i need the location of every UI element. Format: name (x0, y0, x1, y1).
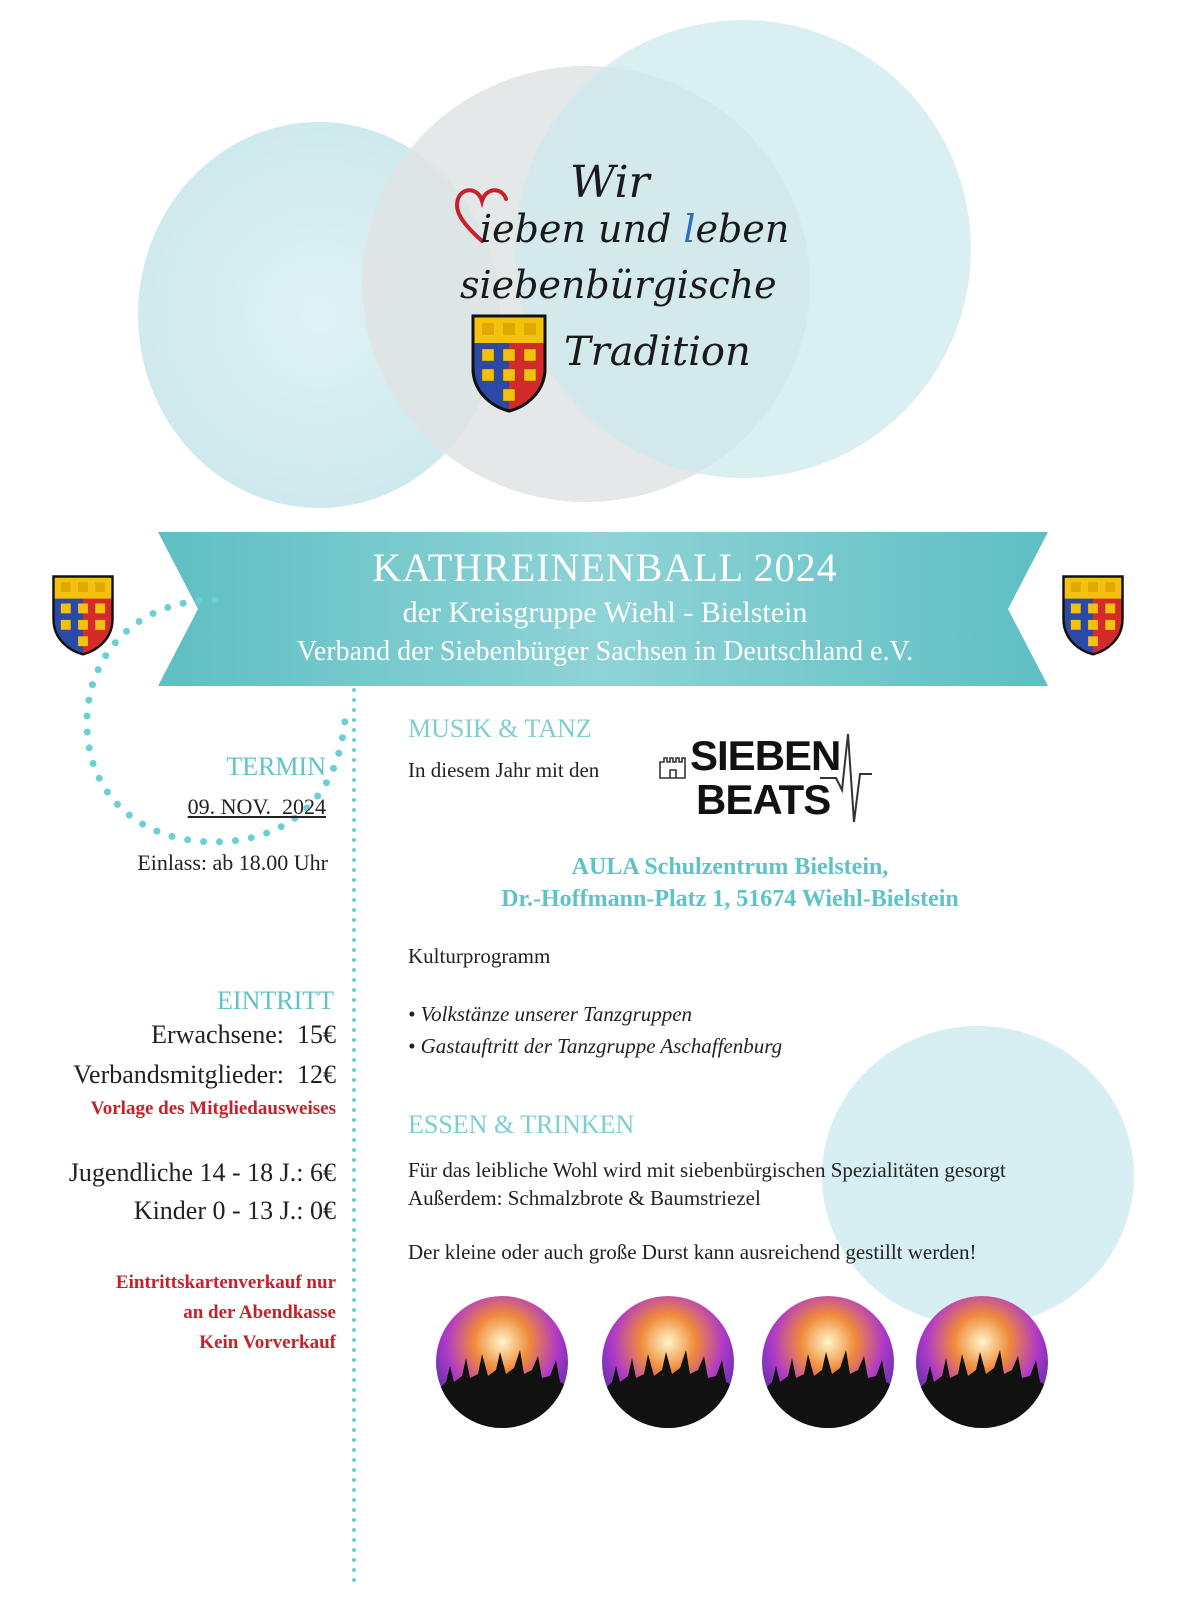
termin-heading: TERMIN (226, 752, 326, 781)
party-image-2 (602, 1296, 734, 1428)
eintritt-vorlage: Vorlage des Mitgliedausweises (90, 1098, 336, 1119)
verkauf-line-1: Eintrittskartenverkauf nur (115, 1272, 336, 1293)
band-name-line-1: SIEBEN (690, 732, 841, 779)
verkauf-line-3: Kein Vorverkauf (199, 1332, 336, 1353)
musik-intro: In diesem Jahr mit den (408, 758, 600, 782)
termin-einlass: Einlass: ab 18.00 Uhr (137, 850, 328, 875)
logo-line-2: ieben und leben (480, 207, 790, 251)
kultur-item: • Gastauftritt der Tanzgruppe Aschaffenburg (408, 1034, 783, 1058)
verkauf-line-2: an der Abendkasse (183, 1302, 336, 1323)
musik-heading: MUSIK & TANZ (408, 714, 592, 743)
banner-subtitle: der Kreisgruppe Wiehl - Bielstein (402, 596, 808, 629)
essen-line-1: Für das leibliche Wohl wird mit siebenbürgischen Spezialitäten gesorgt (408, 1158, 1006, 1182)
eintritt-jugend: Jugendliche 14 - 18 J.: 6€ (68, 1158, 336, 1187)
band-logo (658, 730, 878, 830)
venue-line-1: AULA Schulzentrum Bielstein, (571, 854, 889, 880)
party-image-4 (916, 1296, 1048, 1428)
party-crowd-icon (916, 1296, 1048, 1428)
party-crowd-icon (436, 1296, 568, 1428)
party-crowd-icon (602, 1296, 734, 1428)
eintritt-verband: Verbandsmitglieder: 12€ (73, 1060, 336, 1089)
essen-line-2: Außerdem: Schmalzbrote & Baumstriezel (408, 1186, 761, 1210)
banner-title: KATHREINENBALL 2024 (372, 545, 838, 590)
castle-icon (658, 754, 688, 780)
venue-line-2: Dr.-Hoffmann-Platz 1, 51674 Wiehl-Bielstein (501, 886, 959, 912)
logo-line-4: Tradition (564, 329, 751, 375)
band-name-line-2: BEATS (696, 776, 831, 823)
eintritt-kinder: Kinder 0 - 13 J.: 0€ (133, 1196, 336, 1225)
termin-date: 09. NOV. 2024 (187, 794, 326, 819)
logo-line-1: Wir (570, 157, 650, 208)
kultur-heading: Kulturprogramm (408, 944, 551, 968)
party-image-1 (436, 1296, 568, 1428)
heartbeat-icon (818, 730, 874, 826)
party-image-3 (762, 1296, 894, 1428)
essen-line-3: Der kleine oder auch große Durst kann ausreichend gestillt werden! (408, 1240, 977, 1264)
kultur-item: • Volkstänze unserer Tanzgruppen (408, 1002, 693, 1026)
eintritt-erwachsene: Erwachsene: 15€ (151, 1020, 336, 1049)
eintritt-heading: EINTRITT (217, 986, 334, 1015)
logo-line-3: siebenbürgische (460, 263, 777, 307)
banner-org: Verband der Siebenbürger Sachsen in Deutschland e.V. (296, 636, 914, 667)
party-crowd-icon (762, 1296, 894, 1428)
essen-heading: ESSEN & TRINKEN (408, 1110, 635, 1139)
